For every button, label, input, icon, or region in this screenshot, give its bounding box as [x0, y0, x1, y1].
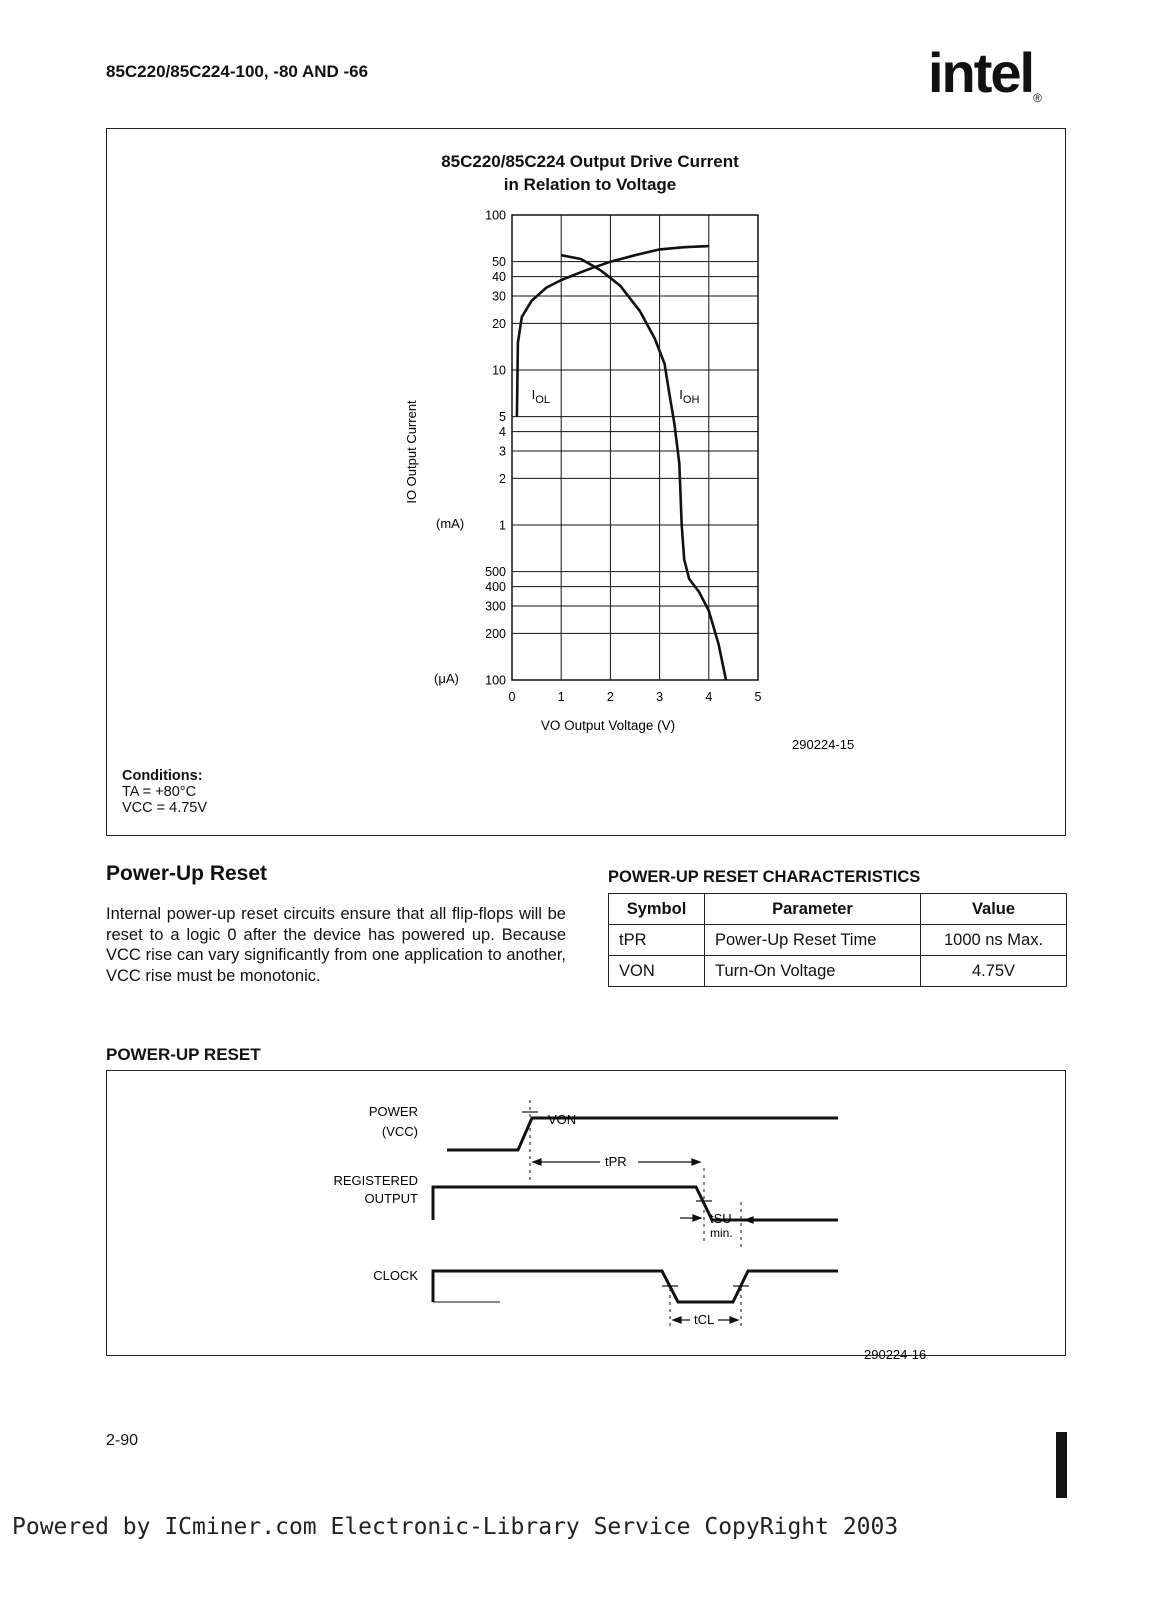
- cell-value: 4.75V: [921, 956, 1067, 987]
- y-tick-label: 200: [485, 626, 506, 641]
- page-number: 2-90: [106, 1432, 139, 1449]
- x-axis-label: VO Output Voltage (V): [540, 718, 676, 733]
- label-power: POWER: [368, 1104, 418, 1119]
- cell-symbol: tPR: [609, 925, 705, 956]
- label-tcl: tCL: [694, 1312, 715, 1327]
- y-tick-label: 300: [485, 599, 506, 614]
- table-title: POWER-UP RESET CHARACTERISTICS: [608, 868, 921, 886]
- label-tsu: tSU: [710, 1211, 732, 1226]
- y-tick-label: 3: [499, 444, 506, 459]
- cell-symbol: VON: [609, 956, 705, 987]
- chart-subtitle: in Relation to Voltage: [503, 175, 677, 194]
- table-row: [609, 925, 1067, 956]
- y-axis-label: IO Output Current: [404, 400, 419, 504]
- x-tick-label: 5: [754, 690, 762, 704]
- timing-figure-id: 290224-16: [864, 1347, 927, 1360]
- y-tick-label: 1: [499, 518, 506, 533]
- powered-by-footer: Powered by ICminer.com Electronic-Library Service CopyRight 2003: [12, 1514, 899, 1540]
- timing-diagram: [0, 1070, 1161, 1360]
- y-tick-label: 40: [492, 270, 506, 285]
- x-tick-label: 0: [508, 690, 516, 704]
- plot-area: [512, 215, 758, 680]
- logo-text: intel: [928, 41, 1034, 104]
- y-tick-label: 400: [485, 580, 506, 595]
- conditions: [122, 768, 207, 816]
- chart-labels: [532, 387, 700, 406]
- clock-waveform: [433, 1271, 838, 1302]
- cell-value: 1000 ns Max.: [921, 925, 1067, 956]
- margin-bar: [1056, 1432, 1067, 1498]
- x-tick-label: 4: [705, 690, 713, 704]
- series-label-iol: $I_{OL}$: [531, 386, 550, 406]
- characteristics-table: [608, 893, 1067, 987]
- cell-parameter: Turn-On Voltage: [705, 956, 921, 987]
- y-tick-label: 500: [485, 565, 506, 580]
- y-tick-label: 50: [492, 255, 506, 270]
- y-tick-label: 2: [499, 471, 506, 486]
- y-unit-lower: (μA): [434, 671, 459, 686]
- registered-mark: ®: [1033, 91, 1040, 105]
- condition-vcc: VCC = 4.75V: [122, 800, 208, 816]
- label-tpr: tPR: [605, 1154, 627, 1169]
- timing-title: POWER-UP RESET: [106, 1045, 261, 1064]
- chart-grid: [512, 215, 758, 680]
- chart-title: 85C220/85C224 Output Drive Current: [441, 152, 739, 171]
- cell-parameter: Power-Up Reset Time: [705, 925, 921, 956]
- label-clock: CLOCK: [373, 1268, 418, 1283]
- x-tick-label: 2: [606, 690, 614, 704]
- y-tick-label: 100: [485, 208, 506, 223]
- label-power-vcc: (VCC): [381, 1124, 418, 1139]
- label-von: VON: [548, 1112, 577, 1127]
- col-parameter: Parameter: [705, 894, 921, 925]
- conditions-heading: Conditions:: [122, 768, 203, 784]
- y-unit-upper: (mA): [436, 516, 465, 531]
- col-symbol: Symbol: [609, 894, 705, 925]
- y-tick-label: 30: [492, 289, 506, 304]
- registered-output-waveform: [433, 1187, 838, 1220]
- section-heading: Power-Up Reset: [106, 862, 268, 885]
- table-row: [609, 956, 1067, 987]
- series-ioh: [561, 255, 726, 680]
- chart-series: [517, 246, 726, 680]
- chart-figure-id: 290224-15: [792, 737, 855, 752]
- label-output: OUTPUT: [364, 1191, 418, 1206]
- chart-ticks: [485, 209, 761, 705]
- label-tsu-min: min.: [710, 1226, 733, 1240]
- power-waveform: [447, 1118, 838, 1150]
- table-header-row: [609, 894, 1067, 925]
- label-registered: REGISTERED: [333, 1173, 418, 1188]
- y-tick-label: 10: [492, 363, 506, 378]
- x-tick-label: 1: [557, 690, 565, 704]
- y-tick-label: 4: [499, 425, 506, 440]
- series-label-ioh: $I_{OH}$: [679, 386, 700, 406]
- col-value: Value: [921, 894, 1067, 925]
- y-tick-label: 5: [499, 410, 506, 425]
- section-paragraph: Internal power-up reset circuits ensure that all flip-flops will be reset to a logic 0 after the device has powered up. Because VCC rise can vary significantly from one application to another, VCC rise must be monotonic.: [106, 905, 566, 985]
- document-title: 85C220/85C224-100, -80 AND -66: [106, 62, 369, 81]
- y-tick-label: 100: [485, 673, 506, 688]
- y-tick-label: 20: [492, 316, 506, 331]
- x-tick-label: 3: [656, 690, 664, 704]
- condition-ta: TA = +80°C: [122, 784, 197, 800]
